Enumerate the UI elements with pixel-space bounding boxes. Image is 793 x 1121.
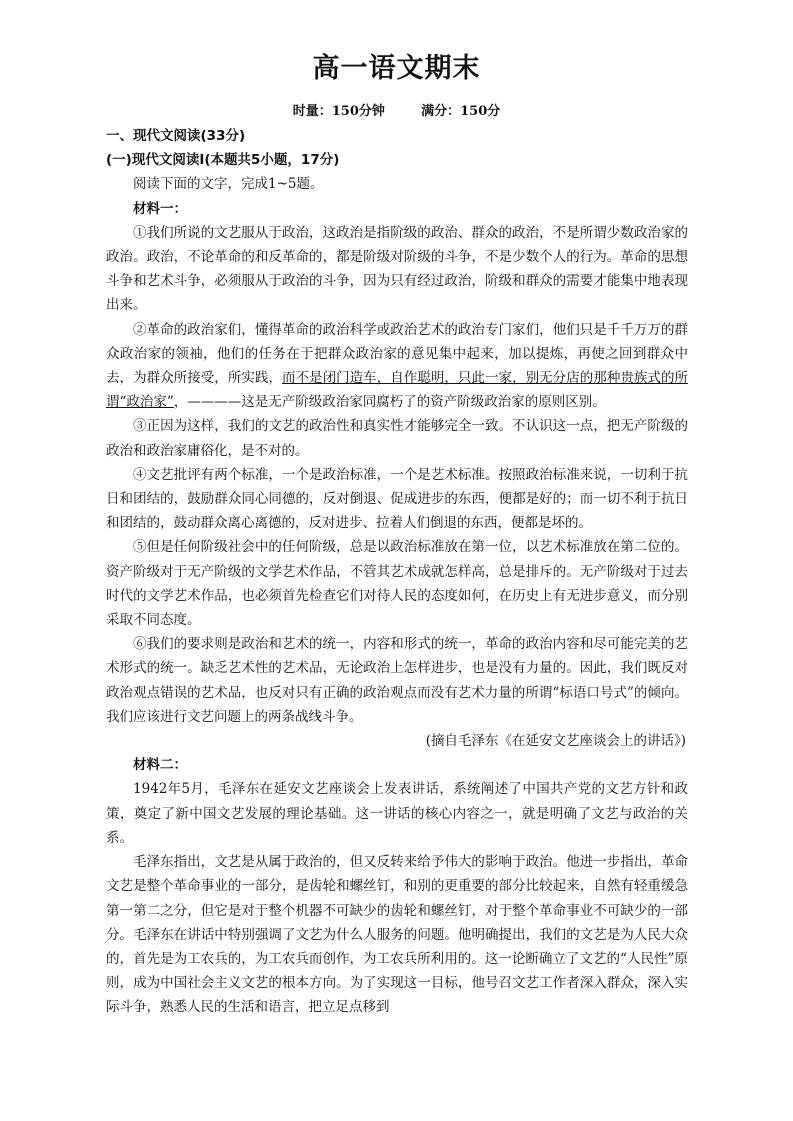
material-1-paragraph-1: ①我们所说的文艺服从于政治，这政治是指阶级的政治、群众的政治，不是所谓少数政治家的政治。政治，不论革命的和反革命的，都是阶级对阶级的斗争，不是少数个人的行为。革命的思想斗争和艺术斗争，必须服从于政治的斗争，因为只有经过政治，阶级和群众的需要才能集中地表现出来。: [106, 224, 688, 314]
paragraph-2-text-b: ，————这是无产阶级政治家同腐朽了的资产阶级政治家的原则区别。: [173, 394, 606, 411]
material-2-paragraph-2: 毛泽东指出，文艺是从属于政治的，但又反转来给予伟大的影响于政治。他进一步指出，革命文艺是整个革命事业的一部分，是齿轮和螺丝钉，和别的更重要的部分比较起来，自然有轻重缓急第一第二之分，但它是对于整个机器不可缺少的齿轮和螺丝钉，对于整个革命事业不可缺少的一部分。毛泽东在讲话中特别强调了文艺为什么人服务的问题。他明确提出，我们的文艺是为人民大众的，首先是为工农兵的，为工农兵而创作，为工农兵所利用的。这一论断确立了文艺的“人民性”原则，成为中国社会主义文艺的根本方向。为了实现这一目标，他号召文艺工作者深入群众，深入实际斗争，熟悉人民的生活和语言，把立足点移到: [106, 854, 688, 1016]
material-1-paragraph-4: ④文艺批评有两个标准，一个是政治标准，一个是艺术标准。按照政治标准来说，一切利于抗日和团结的，鼓励群众同心同德的，反对倒退、促成进步的东西，便都是好的；而一切不利于抗日和团结的，鼓动群众离心离德的，反对进步、拉着人们倒退的东西，便都是坏的。: [106, 466, 688, 532]
exam-meta: [0, 100, 793, 119]
material-1-paragraph-3: ③正因为这样，我们的文艺的政治性和真实性才能够完全一致。不认识这一点，把无产阶级的政治和政治家庸俗化，是不对的。: [106, 418, 688, 459]
material-1-source: (摘自毛泽东《在延安文艺座谈会上的讲话》): [425, 733, 686, 750]
subsection-heading: (一)现代文阅读Ⅰ(本题共5小题，17分): [106, 152, 340, 169]
underlined-passage: 而不是闭门造车，自作聪明，只此一家，别无分店的那种贵族式的所谓“政治家”: [106, 370, 689, 411]
exam-content: [106, 124, 688, 1020]
material-1-paragraph-6: ⑥我们的要求则是政治和艺术的统一，内容和形式的统一，革命的政治内容和尽可能完美的艺术形式的统一。缺乏艺术性的艺术品，无论政治上怎样进步，也是没有力量的。因此，我们既反对政治观点错误的艺术品，也反对只有正确的政治观点而没有艺术力量的所谓“标语口号式”的倾向。我们应该进行文艺问题上的两条战线斗争。: [106, 636, 688, 725]
paragraph-2-text-a: ②革命的政治家们，懂得革命的政治科学或政治艺术的政治专门家们，他们只是千千万万的群众政治家的领袖，他们的任务在于把群众政治家的意见集中起来，加以提炼，再使之回到群众中去，为群众所接受，所实践，: [106, 321, 688, 387]
reading-instruction: 阅读下面的文字，完成1~5题。: [133, 176, 324, 193]
full-score: 满分：150分: [421, 104, 501, 119]
material-1-label: 材料一：: [133, 200, 187, 217]
material-2-label: 材料二：: [133, 757, 187, 774]
page-title: 高一语文期末: [312, 53, 481, 84]
material-1-paragraph-2: [106, 318, 688, 415]
section-heading: 一、现代文阅读(33分): [106, 128, 246, 144]
material-2-paragraph-1: 1942年5月，毛泽东在延安文艺座谈会上发表讲话，系统阐述了中国共产党的文艺方针和政策，奠定了新中国文艺发展的理论基础。这一讲话的核心内容之一，就是明确了文艺与政治的关系。: [106, 781, 688, 846]
time-limit: 时量：150分钟: [292, 104, 385, 119]
material-1-paragraph-5: ⑤但是任何阶级社会中的任何阶级，总是以政治标准放在第一位，以艺术标准放在第二位的。资产阶级对于无产阶级的文学艺术作品，不管其艺术成就怎样高，总是排斥的。无产阶级对于过去时代的文学艺术作品，也必须首先检查它们对待人民的态度如何，在历史上有无进步意义，而分别采取不同态度。: [106, 539, 688, 629]
